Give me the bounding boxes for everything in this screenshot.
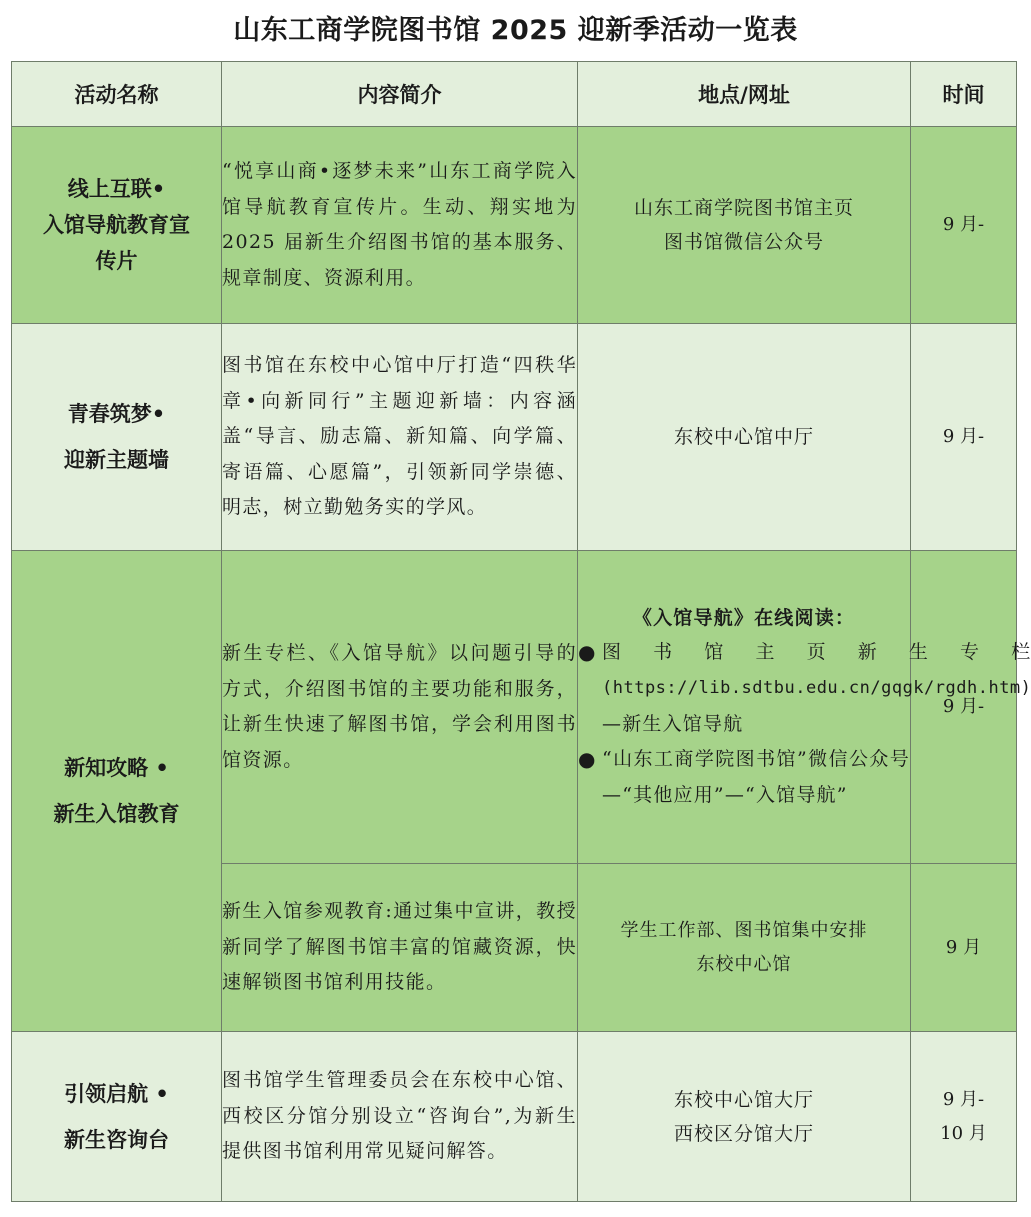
activity-name-line: 新生入馆教育 <box>53 802 180 826</box>
activity-content: 图书馆在东校中心馆中厅打造“四秩华章•向新同行”主题迎新墙：内容涵盖“导言、励志篇、新知篇、向学篇、寄语篇、心愿篇”，引领新同学崇德、明志，树立勤勉务实的学风。 <box>222 324 578 551</box>
activity-content: “悦享山商•逐梦未来”山东工商学院入馆导航教育宣传片。生动、翔实地为 2025 届新生介绍图书馆的基本服务、规章制度、资源利用。 <box>222 127 578 324</box>
library-url-link[interactable]: (https://lib.sdtbu.edu.cn/gqgk/rgdh.htm) <box>602 678 1031 699</box>
activity-location-line: 东校中心馆 <box>696 953 792 975</box>
table-row <box>12 1032 1017 1202</box>
activity-name-cell <box>12 324 222 551</box>
header-activity-name: 活动名称 <box>12 62 222 127</box>
activity-location-line: 学生工作部、图书馆集中安排 <box>620 919 868 941</box>
activity-time-cell <box>911 1032 1017 1202</box>
activity-table <box>11 61 1031 1202</box>
activity-name-line: 新生咨询台 <box>64 1127 169 1152</box>
activity-time-line: 9 月- <box>942 1088 985 1110</box>
activity-name-cell <box>12 1032 222 1202</box>
activity-time: 9 月- <box>911 551 1017 864</box>
activity-name-line: 传片 <box>95 249 138 273</box>
activity-time: 9 月 <box>911 864 1017 1032</box>
activity-location-line: 图书馆微信公众号 <box>663 231 824 253</box>
activity-name-line: 新知攻略 • <box>64 756 169 780</box>
table-row <box>12 324 1017 551</box>
activity-location-cell <box>578 127 911 324</box>
activity-location-line: 东校中心馆大厅 <box>673 1088 814 1111</box>
activity-name-line: 入馆导航教育宣 <box>43 213 190 237</box>
bullet-text: 图书馆主页新生专栏 <box>602 640 1031 663</box>
bullet-icon: ● <box>578 747 597 772</box>
bullet-icon: ● <box>578 639 597 664</box>
activity-location-cell <box>578 864 911 1032</box>
activity-location-line: 西校区分馆大厅 <box>673 1122 814 1145</box>
activity-content: 新生专栏、《入馆导航》以问题引导的方式，介绍图书馆的主要功能和服务，让新生快速了解图书馆，学会利用图书馆资源。 <box>222 551 578 864</box>
online-reading-title: 《入馆导航》在线阅读： <box>632 606 856 629</box>
activity-name-line: 线上互联• <box>67 177 166 201</box>
activity-content: 新生入馆参观教育:通过集中宣讲，教授新同学了解图书馆丰富的馆藏资源，快速解锁图书馆利用技能。 <box>222 864 578 1032</box>
header-time: 时间 <box>911 62 1017 127</box>
activity-location-cell <box>578 1032 911 1202</box>
bullet-text: —新生入馆导航 <box>602 712 744 735</box>
table-row <box>12 551 1017 864</box>
activity-name-line: 青春筑梦• <box>67 402 166 426</box>
table-row <box>12 127 1017 324</box>
activity-time: 9 月- <box>911 127 1017 324</box>
table-header-row <box>12 62 1017 127</box>
activity-name-cell <box>12 551 222 1032</box>
activity-time-line: 10 月 <box>940 1122 987 1144</box>
activity-name-line: 迎新主题墙 <box>64 448 169 472</box>
activity-location: 东校中心馆中厅 <box>578 324 911 551</box>
bullet-text: “山东工商学院图书馆”微信公众号—“其他应用”—“入馆导航” <box>602 748 910 806</box>
activity-location-line: 山东工商学院图书馆主页 <box>633 197 854 219</box>
header-content: 内容简介 <box>222 62 578 127</box>
list-item <box>578 742 910 813</box>
activity-name-cell <box>12 127 222 324</box>
activity-name-line: 引领启航 • <box>64 1081 169 1106</box>
activity-content: 图书馆学生管理委员会在东校中心馆、西校区分馆分别设立“咨询台”,为新生提供图书馆利用常见疑问解答。 <box>222 1032 578 1202</box>
page-title: 山东工商学院图书馆 2025 迎新季活动一览表 <box>233 15 798 46</box>
header-location: 地点/网址 <box>578 62 911 127</box>
activity-time: 9 月- <box>911 324 1017 551</box>
